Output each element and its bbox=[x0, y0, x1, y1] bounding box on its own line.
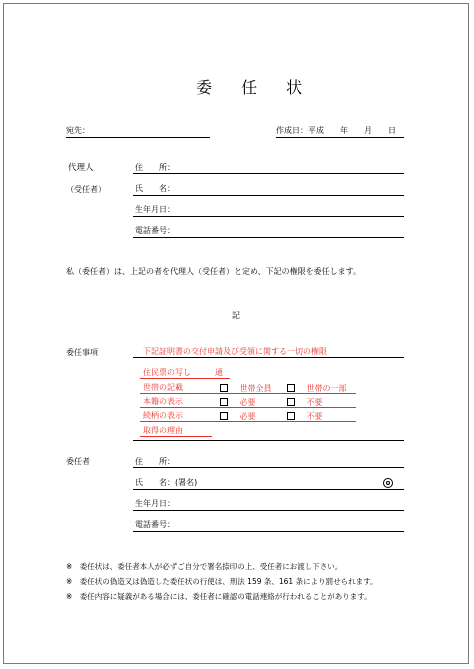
principal-phone-line bbox=[133, 531, 404, 532]
principal-name-line bbox=[133, 489, 404, 490]
juminhyo-underline bbox=[140, 378, 230, 379]
agent-birthdate-line bbox=[133, 216, 404, 217]
creation-date: 作成日：平成 年 月 日 bbox=[276, 126, 396, 135]
principal-phone-label: 電話番号： bbox=[135, 520, 175, 529]
principal-address-line bbox=[133, 467, 404, 468]
agent-sub-label: （受任者） bbox=[66, 185, 106, 194]
row-zokugara-option-1: 必要 bbox=[220, 412, 256, 421]
matters-underline-1 bbox=[133, 357, 404, 358]
row-honseki-underline bbox=[140, 407, 356, 408]
ki-heading: 記 bbox=[232, 311, 240, 320]
row-zokugara-option-2: 不要 bbox=[287, 412, 323, 421]
addressee-label: 宛先： bbox=[66, 126, 90, 135]
document-title: 委 任 状 bbox=[196, 78, 315, 97]
note-3: ※ 委任内容に疑義がある場合には、委任者に確認の電話連絡が行われることがあります。 bbox=[66, 592, 372, 601]
row-setai-label: 世帯の記載 bbox=[143, 383, 183, 392]
date-line bbox=[276, 137, 404, 138]
agent-label: 代理人 bbox=[68, 163, 94, 173]
note-2: ※ 委任状の偽造又は偽造した委任状の行使は、刑法 159 条、161 条により罰せられます。 bbox=[66, 577, 378, 586]
row-honseki-option-1: 必要 bbox=[220, 398, 256, 407]
matters-label: 委任事項 bbox=[66, 348, 98, 357]
agent-name-line bbox=[133, 195, 404, 196]
principal-label: 委任者 bbox=[66, 457, 90, 466]
checkbox-icon[interactable] bbox=[287, 398, 295, 406]
principal-name-label: 氏 名：(署名) bbox=[135, 478, 198, 487]
addressee-line bbox=[66, 137, 210, 138]
checkbox-icon[interactable] bbox=[220, 398, 228, 406]
principal-birthdate-label: 生年月日： bbox=[135, 499, 175, 508]
checkbox-icon[interactable] bbox=[220, 384, 228, 392]
agent-phone-line bbox=[133, 237, 404, 238]
row-setai-option-2: 世帯の一部 bbox=[287, 384, 347, 393]
agent-birthdate-label: 生年月日： bbox=[135, 205, 175, 214]
seal-icon bbox=[383, 478, 393, 488]
checkbox-icon[interactable] bbox=[220, 412, 228, 420]
row-honseki-option-2: 不要 bbox=[287, 398, 323, 407]
agent-address-label: 住 所： bbox=[135, 163, 175, 172]
agent-phone-label: 電話番号： bbox=[135, 226, 175, 235]
matters-bottom-line bbox=[133, 440, 404, 441]
matters-line-1: 下記証明書の交付申請及び受領に関する一切の権限 bbox=[143, 347, 327, 356]
row-zokugara-label: 続柄の表示 bbox=[143, 411, 183, 420]
principal-birthdate-line bbox=[133, 510, 404, 511]
checkbox-icon[interactable] bbox=[287, 412, 295, 420]
row-honseki-label: 本籍の表示 bbox=[143, 397, 183, 406]
row-setai-option-1: 世帯全員 bbox=[220, 384, 272, 393]
reason-underline bbox=[140, 436, 212, 437]
declaration-text: 私（委任者）は、上記の者を代理人（受任者）と定め、下記の権限を委任します。 bbox=[66, 267, 362, 276]
reason-label: 取得の理由 bbox=[143, 426, 183, 435]
row-zokugara-underline bbox=[140, 421, 356, 422]
agent-address-line bbox=[133, 173, 404, 174]
row-setai-underline bbox=[140, 393, 356, 394]
agent-name-label: 氏 名： bbox=[135, 184, 175, 193]
note-1: ※ 委任状は、委任者本人が必ずご自分で署名捺印の上、受任者にお渡し下さい。 bbox=[66, 562, 343, 571]
juminhyo-line: 住民票の写し 通 bbox=[143, 368, 223, 377]
checkbox-icon[interactable] bbox=[287, 384, 295, 392]
principal-address-label: 住 所： bbox=[135, 457, 175, 466]
